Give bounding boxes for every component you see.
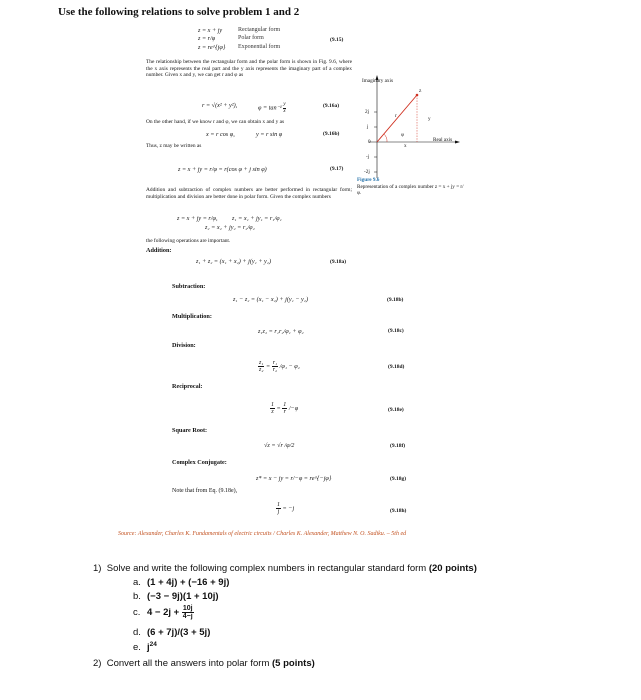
note-text: Note that from Eq. (9.18e),: [172, 488, 238, 494]
eq-y-sin: y = r sin φ: [256, 131, 283, 138]
q2-number: 2): [93, 658, 102, 669]
paragraph-following: the following operations are important.: [146, 238, 231, 244]
eq-phi-num: y: [283, 101, 286, 107]
label-subtraction: Subtraction:: [172, 283, 206, 290]
form-polar-name: Polar form: [238, 35, 264, 41]
form-rectangular-name: Rectangular form: [238, 27, 281, 33]
eqno-9-17: (9.17): [330, 166, 344, 172]
q1-text: Solve and write the following complex numbers in rectangular standard form: [106, 563, 427, 574]
eqno-9-18a: (9.18a): [330, 259, 347, 265]
eq-given-z: z = x + jy = r/φ,: [177, 215, 218, 222]
tick-neg-2j: -2j: [364, 169, 370, 175]
eqno-9-18c: (9.18c): [388, 328, 404, 334]
figure-real-axis-label: Real axis: [433, 137, 453, 143]
figure-label-r: r: [395, 113, 397, 119]
q1-item-b: b. (−3 − 9j)(1 + 10j): [133, 591, 219, 602]
page-title: Use the following relations to solve problem 1 and 2: [58, 6, 300, 18]
paragraph-inverse: On the other hand, if we know r and φ, we can obtain x and y as: [146, 119, 285, 125]
eqno-9-18d: (9.18d): [388, 364, 405, 370]
eq-given-z2: z₂ = x₂ + jy₂ = r₂/φ₂: [205, 224, 255, 231]
figure-label-y: y: [428, 116, 431, 122]
form-rectangular-eq: z = x + jy: [198, 27, 223, 34]
paragraph-operations: Addition and subtraction of complex numbers are better performed in rectangular form; multiplication and division are better done in polar form. Given the complex numbers: [146, 187, 352, 200]
point-z: [416, 94, 419, 97]
eq-phi-fraction: [283, 102, 285, 114]
eqno-9-18h: (9.18h): [390, 508, 407, 514]
label-division: Division:: [172, 342, 196, 349]
q1-item-a: a. (1 + 4j) + (−16 + 9j): [133, 577, 230, 588]
form-polar-eq: z = r/φ: [198, 35, 216, 42]
eq-r-magnitude: r = √(x² + y²),: [202, 102, 238, 109]
figure-caption-text: Representation of a complex number z = x + jy = r/φ.: [357, 184, 464, 196]
eq-given-z1: z₁ = x₁ + jy₁ = r₁/φ₁: [232, 215, 282, 222]
eq-reciprocal: $\frac{1}{z}$ = $\frac{1}{r}$ /−φ: [271, 402, 299, 415]
eq-subtraction: z₁ − z₂ = (x₁ − x₂) + j(y₁ − y₂): [233, 296, 309, 303]
rec-rhs-frac: $\frac{1}{r}$: [283, 402, 287, 415]
q1-item-e: e. $j^{24}$: [133, 641, 157, 654]
q1-points: (20 points): [428, 563, 477, 574]
eq-addition: z₁ + z₂ = (x₁ + x₂) + j(y₁ + y₂): [196, 258, 272, 265]
eq-phi-angle: [258, 102, 286, 114]
label-reciprocal: Reciprocal:: [172, 383, 203, 390]
eqno-9-16b: (9.16b): [323, 131, 340, 137]
form-exponential-name: Exponential form: [238, 44, 281, 50]
eqno-9-18g: (9.18g): [390, 476, 407, 482]
source-citation: Source: Alexander, Charles K. Fundamentals of electric circuits / Charles K. Alexander, Matthew N. O. Sadiku. – 5th ed: [118, 531, 407, 537]
figure-imag-axis-label: Imaginary axis: [362, 78, 393, 84]
eq-multiplication: z₁z₂ = r₁r₂/φ₁ + φ₂: [258, 328, 304, 335]
q1-item-d: d. (6 + 7j)/(3 + 5j): [133, 627, 211, 638]
form-exponential-eq: z = re^{jφ}: [198, 44, 226, 51]
complex-plane-figure: [355, 70, 465, 185]
q1-item-c: c. 4 − 2j + $\frac{10j}{4-j}$: [133, 605, 193, 620]
real-axis-arrow: [455, 141, 460, 144]
question-2: [93, 658, 315, 669]
label-addition: Addition:: [146, 247, 172, 254]
eq-division: $\frac{\text{z₁}}{\text{z₂}}$ = $\frac{\text{r₁}}{\text{r₂}}$ /φ₁ − φ₂: [259, 360, 300, 373]
div-lhs-frac: $\frac{\text{z₁}}{\text{z₂}}$: [259, 360, 264, 373]
eq-phi-label: φ = tan⁻¹: [258, 104, 282, 112]
tick-neg-j: -j: [366, 154, 370, 160]
div-rhs-frac: $\frac{\text{r₁}}{\text{r₂}}$: [272, 360, 278, 373]
label-multiplication: Multiplication:: [172, 313, 212, 320]
eq-complex-conjugate: z* = x − jy = r/−φ = re^{−jφ}: [256, 475, 332, 482]
paragraph-thus: Thus, z may be written as: [146, 143, 202, 149]
label-complex-conjugate: Complex Conjugate:: [172, 459, 227, 466]
q1c-fraction: $\frac{10j}{4-j}$: [182, 605, 193, 620]
q2-text: Convert all the answers into polar form: [106, 658, 270, 669]
q2-points: (5 points): [272, 658, 315, 669]
one-over-j-frac: $\frac{1}{j}$: [277, 502, 280, 515]
label-square-root: Square Root:: [172, 427, 208, 434]
paragraph-relationship: The relationship between the rectangular form and the polar form is shown in Fig. 9.6, where the x axis represents the real part and the y axis represents the imaginary part of a complex number. Given x and y, we can get r and φ as: [146, 59, 352, 79]
figure-label-x: x: [404, 143, 407, 149]
eqno-9-18e: (9.18e): [388, 407, 404, 413]
figure-label-z: z: [419, 88, 422, 94]
figure-caption-title: Figure 9.6: [357, 177, 380, 183]
eq-phi-den: x: [283, 107, 286, 114]
eqno-9-15: (9.15): [330, 37, 344, 43]
rec-angle: /−φ: [288, 404, 299, 412]
vector-r: [377, 95, 417, 142]
eqno-9-18f: (9.18f): [390, 443, 406, 449]
div-angle: /φ₁ − φ₂: [279, 362, 300, 370]
tick-j: j: [367, 124, 369, 130]
tick-0: 0: [368, 139, 371, 145]
eq-one-over-j: $\frac{1}{j}$ = −j: [277, 502, 295, 515]
tick-2j: 2j: [365, 109, 370, 115]
rec-lhs-frac: $\frac{1}{z}$: [271, 402, 274, 415]
eqno-9-18b: (9.18b): [387, 297, 404, 303]
eq-z-forms: z = x + jy = r/φ = r(cos φ + j sin φ): [178, 166, 267, 173]
figure-label-phi: φ: [401, 132, 404, 138]
eqno-9-16a: (9.16a): [323, 103, 340, 109]
eq-square-root: √z = √r /φ/2: [264, 442, 295, 449]
eq-x-cos: x = r cos φ,: [206, 131, 235, 138]
question-1: [93, 563, 477, 574]
q1-number: 1): [93, 563, 102, 574]
